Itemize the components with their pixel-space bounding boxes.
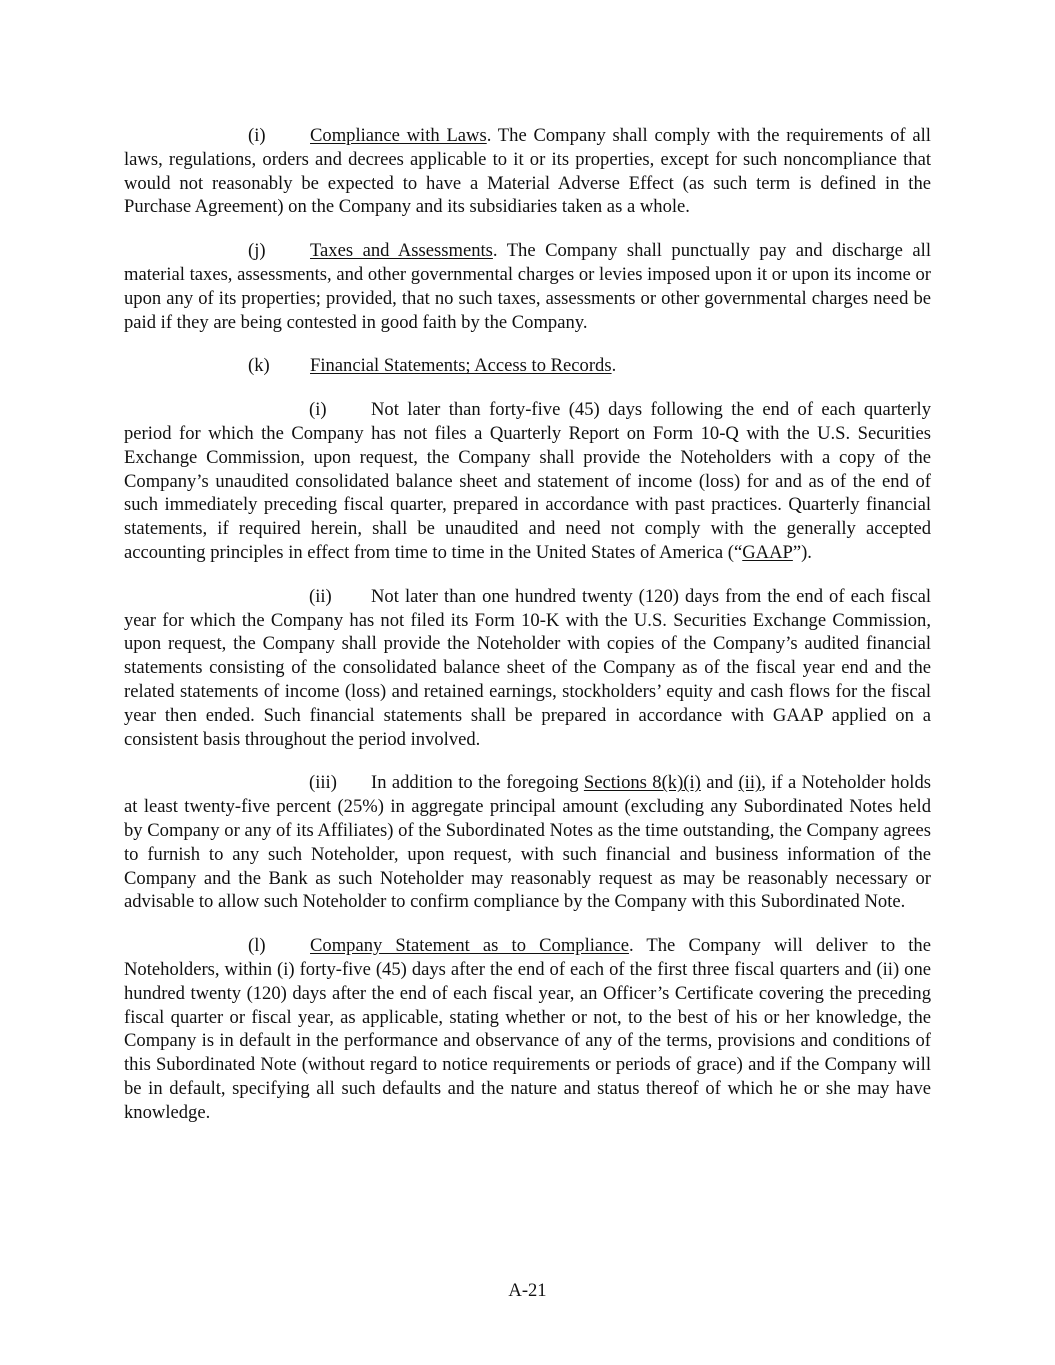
subsection-body-end: ”). — [792, 541, 812, 563]
section-title: Compliance with Laws — [310, 125, 487, 146]
section-k-financial-statements — [124, 354, 931, 378]
section-title: Financial Statements; Access to Records — [310, 355, 612, 377]
subsection-k-i — [124, 398, 931, 565]
section-number: (l) — [248, 935, 266, 957]
section-body: . The Company shall comply with the requirements of all laws, regulations, orders and decrees applicable to it or its properties, except for such noncompliance that would not reasonably be expected to have a Material Adverse Effect (as such term is defined in the Purchase Agreement) on the Company and its subsidiaries taken as a whole. — [124, 125, 931, 218]
section-number: (i) — [248, 125, 266, 146]
subsection-number: (i) — [309, 399, 327, 421]
subsection-k-ii — [124, 585, 931, 752]
subsection-body-start: In addition to the foregoing — [371, 772, 584, 794]
subsection-k-iii — [124, 771, 931, 914]
section-number: (k) — [248, 355, 270, 377]
cross-reference-ii: (ii) — [738, 772, 762, 794]
section-j-taxes — [124, 239, 931, 334]
section-i-compliance-with-laws — [124, 124, 931, 219]
section-title: Taxes and Assessments — [310, 240, 493, 262]
connector-text: and — [700, 772, 739, 794]
subsection-body: Not later than forty-five (45) days following the end of each quarterly period for which the Company has not files a Quarterly Report on Form 10-Q with the U.S. Securities Exchange Commission, upon request, the Company shall provide the Noteholders with a copy of the Company’s unaudited consolidated balance sheet and statement of income (loss) for and as of the end of such immediately preceding fiscal quarter, prepared in accordance with past practices. Quarterly financial statements, if required herein, shall be unaudited and need not comply with the generally accepted accounting principles in effect from time to time in the United States of America (“ — [124, 399, 931, 563]
section-number: (j) — [248, 240, 266, 262]
section-body: . — [611, 355, 617, 377]
subsection-number: (iii) — [309, 772, 337, 794]
defined-term-gaap: GAAP — [742, 541, 793, 563]
section-l-statement-as-to-compliance — [124, 934, 931, 1124]
section-title: Company Statement as to Compliance — [310, 935, 629, 957]
subsection-number: (ii) — [309, 585, 332, 607]
subsection-body: , if a Noteholder holds at least twenty-five percent (25%) in aggregate principal amount (excluding any Subordinated Notes held by Company or any of its Affiliates) of the Subordinated Notes as the time outstanding, the Company agrees to furnish to any such Noteholder, upon request, with such financial and business information of the Company and the Bank as such Noteholder may reasonably request as may be reasonably necessary or advisable to allow such Noteholder to confirm compliance by the Company with this Subordinated Note. — [124, 772, 931, 913]
subsection-body: Not later than one hundred twenty (120) days from the end of each fiscal year for which the Company has not filed its Form 10-K with the U.S. Securities Exchange Commission, upon request, the Company shall provide the Noteholder with copies of the Company’s audited financial statements consisting of the consolidated balance sheet of the Company as of the fiscal year end and the related statements of income (loss) and retained earnings, stockholders’ equity and cash flows for the fiscal year then ended. Such financial statements shall be prepared in accordance with GAAP applied on a consistent basis throughout the period involved. — [124, 585, 931, 750]
page-number: A-21 — [508, 1280, 547, 1301]
section-body: . The Company shall punctually pay and discharge all material taxes, assessments, and other governmental charges or levies imposed upon it or upon its income or upon any of its properties; provided, that no such taxes, assessments or other governmental charges need be paid if they are being contested in good faith by the Company. — [124, 240, 931, 333]
section-body: . The Company will deliver to the Noteholders, within (i) forty-five (45) days after the end of each of the first three fiscal quarters and (ii) one hundred twenty (120) days after the end of each fiscal year, an Officer’s Certificate covering the preceding fiscal quarter or fiscal year, as applicable, stating whether or not, to the best of his or her knowledge, the Company is in default in the performance and observance of any of the terms, provisions and conditions of this Subordinated Note (without regard to notice requirements or periods of grace) and if the Company will be in default, specifying all such defaults and the nature and status thereof of which he or she may have knowledge. — [124, 935, 931, 1123]
document-page — [124, 124, 931, 1144]
cross-reference-8ki: Sections 8(k)(i) — [583, 772, 701, 794]
